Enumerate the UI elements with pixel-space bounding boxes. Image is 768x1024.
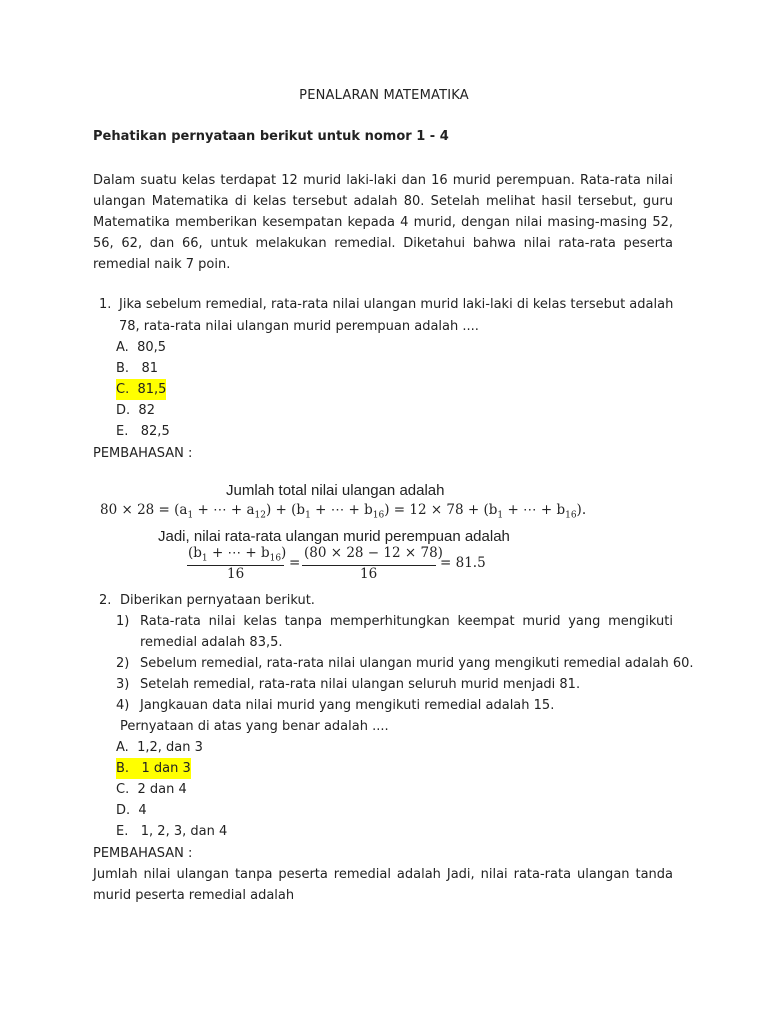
fraction1-denominator: 16 (227, 566, 245, 582)
q2-statement-1-line1: Rata-rata nilai kelas tanpa memperhitungkan keempat murid yang mengikuti (140, 614, 673, 629)
q2-statement-1-number: 1) (116, 614, 130, 629)
q1-text-line1: Jika sebelum remedial, rata-rata nilai ulangan murid laki-laki di kelas tersebut adalah (119, 297, 674, 312)
q2-statement-4: Jangkauan data nilai murid yang mengikuti remedial adalah 15. (140, 698, 555, 713)
q2-statement-2: Sebelum remedial, rata-rata nilai ulangan murid yang mengikuti remedial adalah 60. (140, 656, 694, 671)
q2-statement-2-number: 2) (116, 656, 130, 671)
q1-option-e: E. 82,5 (116, 424, 170, 439)
solution-heading-total: Jumlah total nilai ulangan adalah (226, 482, 445, 499)
solution-equation-total: $80 \times 28 = (a_1$ + ⋯ + $a_{12}) + (b_1$ + ⋯ + $b_{16}) = 12 \times 78 + (b_1$ + ⋯ + $b_{16}$). (100, 502, 587, 521)
fraction1-numerator: ($b_1$ + ⋯ + $b_{16}$) (188, 545, 287, 564)
q2-number: 2. (99, 593, 112, 608)
q2-option-e: E. 1, 2, 3, dan 4 (116, 824, 228, 839)
solution-result: = 81.5 (440, 555, 486, 571)
solution-heading-average: Jadi, nilai rata-rata ulangan murid perempuan adalah (158, 528, 510, 545)
equals-sign: = (289, 555, 301, 571)
q2-discussion-label: PEMBAHASAN : (93, 846, 193, 861)
q1-option-a: A. 80,5 (116, 340, 167, 355)
q2-option-b-correct: B. 1 dan 3 (116, 758, 191, 779)
q2-statement-4-number: 4) (116, 698, 130, 713)
section-subtitle: Pehatikan pernyataan berikut untuk nomor 1 - 4 (93, 129, 449, 144)
q2-statement-3: Setelah remedial, rata-rata nilai ulangan seluruh murid menjadi 81. (140, 677, 581, 692)
q2-discussion-text: Jumlah nilai ulangan tanpa peserta remedial adalah Jadi, nilai rata-rata ulangan tanda murid peserta remedial adalah (93, 867, 673, 903)
q2-intro: Diberikan pernyataan berikut. (120, 593, 315, 608)
q1-text-line2: 78, rata-rata nilai ulangan murid perempuan adalah .... (119, 319, 479, 334)
q2-question: Pernyataan di atas yang benar adalah .... (120, 719, 389, 734)
q2-option-d: D. 4 (116, 803, 147, 818)
fraction2-numerator: (80 × 28 − 12 × 78) (304, 545, 443, 561)
page-title: PENALARAN MATEMATIKA (299, 88, 469, 103)
q2-statement-1-line2: remedial adalah 83,5. (140, 635, 283, 650)
intro-paragraph: Dalam suatu kelas terdapat 12 murid laki-laki dan 16 murid perempuan. Rata-rata nilai ulangan Matematika di kelas tersebut adalah 80. Setelah melihat hasil tersebut, guru Matematika memberikan kesempatan kepada 4 murid, dengan nilai masing-masing 52, 56, 62, dan 66, untuk melakukan remedial. Diketahui bahwa nilai rata-rata peserta remedial naik 7 poin. (93, 173, 673, 272)
q2-statement-3-number: 3) (116, 677, 130, 692)
q1-discussion-label: PEMBAHASAN : (93, 446, 193, 461)
q2-option-a: A. 1,2, dan 3 (116, 740, 203, 755)
fraction2-denominator: 16 (360, 566, 378, 582)
q1-option-b: B. 81 (116, 361, 159, 376)
q1-option-c-correct: C. 81,5 (116, 379, 166, 400)
q1-option-d: D. 82 (116, 403, 155, 418)
q1-number: 1. (99, 297, 112, 312)
q2-option-c: C. 2 dan 4 (116, 782, 187, 797)
